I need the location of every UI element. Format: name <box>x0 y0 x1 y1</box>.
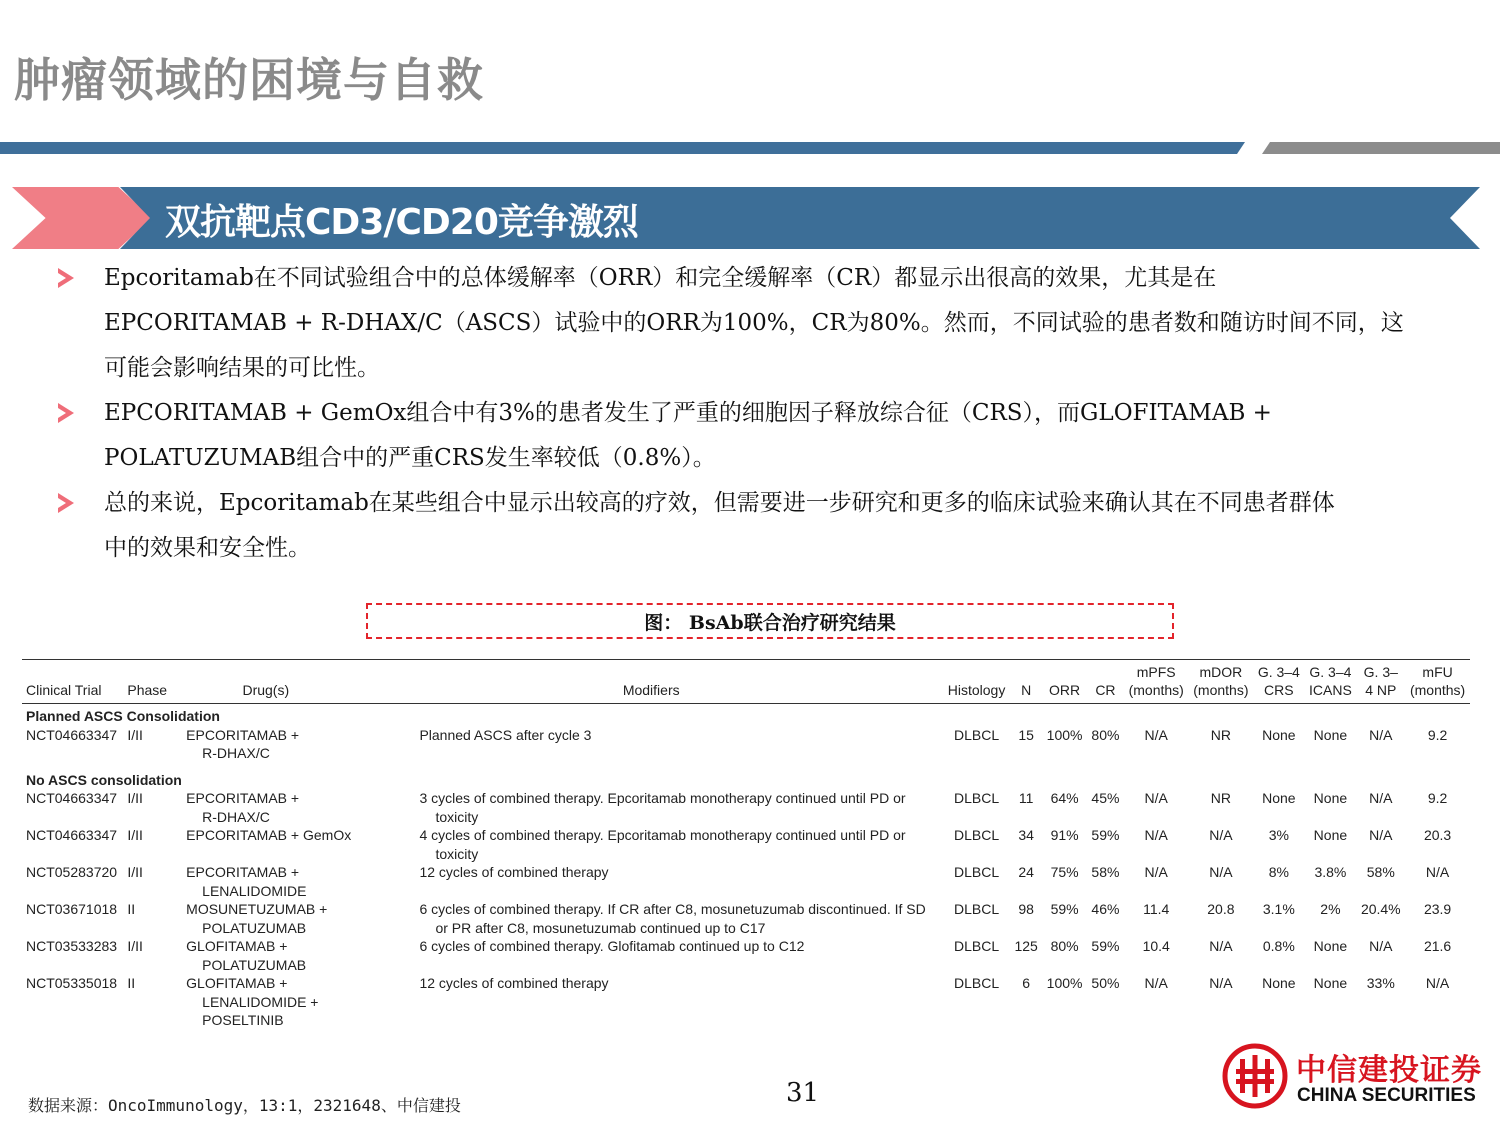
cell-mdor: N/A <box>1209 938 1233 954</box>
bullet-line: POLATUZUMAB组合中的严重CRS发生率较低（0.8%）。 <box>104 445 716 471</box>
cell-line: EPCORITAMAB + <box>186 864 300 880</box>
column-header <box>172 660 359 704</box>
column-header <box>1405 660 1470 704</box>
column-header-line: CR <box>1095 682 1116 698</box>
cell-line: 3 cycles of combined therapy. Epcoritamab monotherapy continued until PD or <box>419 790 906 806</box>
cell-icans: None <box>1313 790 1348 806</box>
cell-orr: 100% <box>1046 726 1083 743</box>
table-row <box>22 826 1470 863</box>
column-header-line: mPFS <box>1136 664 1176 680</box>
cell-crs: None <box>1262 975 1296 991</box>
column-header-line: N <box>1021 682 1032 698</box>
cell-phase: I/II <box>127 726 143 743</box>
logo-chinese-name: 中信建投证券 <box>1296 1053 1482 1088</box>
cell-trial: NCT03671018 <box>26 901 118 917</box>
bullet-line: Epcoritamab在不同试验组合中的总体缓解率（ORR）和完全缓解率（CR）都显示出很高的效果，尤其是在 <box>104 265 1217 291</box>
column-header-line: (months) <box>1193 682 1249 698</box>
cell-line: POLATUZUMAB <box>202 919 307 936</box>
cell-cr: 50% <box>1091 975 1120 991</box>
column-header-line: Histology <box>947 682 1006 698</box>
cell-mpfs: 10.4 <box>1142 938 1170 954</box>
bullet-line: 总的来说，Epcoritamab在某些组合中显示出较高的疗效，但需要进一步研究和更多的临床试验来确认其在不同患者群体 <box>104 490 1335 516</box>
cell-modifiers <box>359 974 943 1030</box>
bullet-line: EPCORITAMAB + GemOx组合中有3%的患者发生了严重的细胞因子释放综合征（CRS），而GLOFITAMAB + <box>104 400 1272 426</box>
column-header <box>1124 660 1189 704</box>
cell-histology: DLBCL <box>953 864 1000 880</box>
cell-n: 15 <box>1018 726 1034 743</box>
cell-phase: II <box>127 901 136 917</box>
cell-line: R-DHAX/C <box>202 745 270 761</box>
bullet-line: EPCORITAMAB + R-DHAX/C（ASCS）试验中的ORR为100%，CR为80%。然而，不同试验的患者数和随访时间不同，这 <box>104 310 1404 336</box>
cell-icans: None <box>1313 827 1348 843</box>
cell-n: 6 <box>1022 975 1031 991</box>
cell-line: toxicity <box>435 845 479 862</box>
cell-drug <box>172 900 359 937</box>
bullet-item <box>58 391 1458 481</box>
cell-np: N/A <box>1369 938 1393 954</box>
column-header-line: G. 3–4 <box>1309 664 1352 680</box>
table-row <box>22 937 1470 974</box>
cell-mpfs: N/A <box>1144 975 1168 991</box>
cell-histology: DLBCL <box>953 901 1000 917</box>
group-label: Planned ASCS Consolidation <box>26 708 220 724</box>
cell-phase: I/II <box>127 938 143 954</box>
column-header-line: Modifiers <box>622 682 680 698</box>
cell-histology: DLBCL <box>953 790 1000 806</box>
cell-crs: 8% <box>1268 864 1289 880</box>
cell-line: 6 cycles of combined therapy. If CR after C8, mosunetuzumab discontinued. If SD <box>419 901 926 917</box>
column-header-line: Phase <box>127 682 168 698</box>
cell-orr: 59% <box>1050 901 1079 917</box>
column-header <box>1356 660 1405 704</box>
cell-mfu: N/A <box>1425 864 1450 880</box>
column-header <box>1042 660 1087 704</box>
cell-trial: NCT04663347 <box>26 790 118 806</box>
cell-phase: I/II <box>127 827 143 843</box>
cell-modifiers <box>359 826 943 863</box>
cell-mfu: 9.2 <box>1427 790 1448 806</box>
column-header <box>1253 660 1304 704</box>
citic-logo-icon <box>1222 1043 1288 1109</box>
cell-histology: DLBCL <box>953 827 1000 843</box>
cell-mfu: 20.3 <box>1423 827 1452 843</box>
cell-crs: None <box>1262 726 1296 743</box>
column-header-line: Drug(s) <box>242 682 290 698</box>
arrow-bullet-icon <box>58 403 74 423</box>
cell-line: EPCORITAMAB + GemOx <box>186 827 352 843</box>
header-rule-blue <box>0 142 1245 154</box>
section-title: 双抗靶点CD3/CD20竞争激烈 <box>165 202 638 243</box>
cell-np: 20.4% <box>1360 901 1401 917</box>
column-header-line: G. 3– <box>1363 664 1398 680</box>
cell-modifiers <box>359 863 943 900</box>
column-header <box>1087 660 1124 704</box>
cell-crs: 0.8% <box>1262 938 1295 954</box>
cell-mpfs: 11.4 <box>1143 901 1170 917</box>
table-row <box>22 789 1470 826</box>
cell-line: R-DHAX/C <box>202 808 270 825</box>
cell-icans: 2% <box>1320 901 1341 917</box>
cell-n: 34 <box>1018 827 1034 843</box>
cell-phase: I/II <box>127 790 143 806</box>
cell-mdor: 20.8 <box>1207 901 1235 917</box>
arrow-bullet-icon <box>58 268 74 288</box>
table-row <box>22 726 1470 763</box>
column-header-line: CRS <box>1264 682 1294 698</box>
page-title: 肿瘤领域的困境与自救 <box>14 53 484 107</box>
column-header-line: mDOR <box>1199 664 1243 680</box>
cell-cr: 59% <box>1091 938 1120 954</box>
cell-np: N/A <box>1369 827 1393 843</box>
cell-modifiers <box>359 726 943 763</box>
cell-line: LENALIDOMIDE <box>202 882 307 899</box>
cell-histology: DLBCL <box>953 726 1000 743</box>
company-logo <box>1222 1043 1492 1113</box>
cell-trial: NCT04663347 <box>26 726 118 743</box>
cell-line: MOSUNETUZUMAB + <box>186 901 328 917</box>
cell-cr: 80% <box>1091 726 1120 743</box>
cell-cr: 59% <box>1091 827 1120 843</box>
cell-n: 24 <box>1018 864 1034 880</box>
column-header-line: Clinical Trial <box>26 682 102 698</box>
column-header <box>123 660 172 704</box>
group-label: No ASCS consolidation <box>26 771 182 788</box>
cell-phase: II <box>127 975 136 991</box>
column-header <box>1010 660 1042 704</box>
cell-icans: None <box>1313 726 1348 743</box>
cell-modifiers <box>359 937 943 974</box>
bullet-item <box>58 481 1458 571</box>
column-header <box>359 660 943 704</box>
cell-line: EPCORITAMAB + <box>186 726 300 743</box>
column-header-line: mFU <box>1422 664 1453 680</box>
cell-orr: 75% <box>1050 864 1079 880</box>
cell-line: 12 cycles of combined therapy <box>419 864 609 880</box>
cell-orr: 64% <box>1050 790 1079 806</box>
bullet-line: 中的效果和安全性。 <box>104 535 311 561</box>
cell-mdor: NR <box>1210 790 1231 806</box>
cell-mpfs: N/A <box>1144 864 1168 880</box>
table-row <box>22 900 1470 937</box>
table-group-row <box>22 763 1470 790</box>
cell-line: 6 cycles of combined therapy. Glofitamab continued up to C12 <box>419 938 805 954</box>
cell-icans: None <box>1313 975 1348 991</box>
column-header <box>1304 660 1356 704</box>
cell-line: EPCORITAMAB + <box>186 790 300 806</box>
cell-mdor: N/A <box>1209 827 1233 843</box>
cell-crs: 3% <box>1268 827 1289 843</box>
cell-icans: 3.8% <box>1314 864 1347 880</box>
cell-mdor: N/A <box>1209 864 1233 880</box>
column-header <box>1189 660 1254 704</box>
cell-line: GLOFITAMAB + <box>186 975 288 991</box>
bullet-item <box>58 256 1458 391</box>
cell-cr: 58% <box>1091 864 1120 880</box>
cell-cr: 45% <box>1091 790 1120 806</box>
cell-drug <box>172 974 359 1030</box>
cell-n: 11 <box>1018 790 1034 806</box>
column-header-line: ICANS <box>1309 682 1352 698</box>
arrow-bullet-icon <box>58 493 74 513</box>
cell-trial: NCT04663347 <box>26 827 118 843</box>
cell-modifiers <box>359 900 943 937</box>
cell-line: or PR after C8, mosunetuzumab continued up to C17 <box>435 919 766 936</box>
cell-line: toxicity <box>435 808 479 825</box>
cell-icans: None <box>1313 938 1348 954</box>
cell-np: N/A <box>1369 726 1393 743</box>
figure-caption-box <box>366 603 1174 639</box>
cell-trial: NCT03533283 <box>26 938 118 954</box>
table-header-row <box>22 660 1470 704</box>
cell-np: N/A <box>1369 790 1393 806</box>
cell-n: 98 <box>1018 901 1034 917</box>
cell-crs: 3.1% <box>1262 901 1295 917</box>
table-row <box>22 863 1470 900</box>
cell-n: 125 <box>1014 938 1038 954</box>
cell-modifiers <box>359 789 943 826</box>
cell-mfu: 9.2 <box>1427 726 1448 743</box>
column-header-line: G. 3–4 <box>1257 664 1300 680</box>
column-header-line: ORR <box>1049 682 1081 698</box>
source-note: 数据来源：OncoImmunology，13:1，2321648、中信建投 <box>28 1096 461 1115</box>
cell-mpfs: N/A <box>1144 827 1168 843</box>
cell-mfu: 23.9 <box>1423 901 1452 917</box>
bullet-list <box>58 256 1458 571</box>
column-header-line: 4 NP <box>1365 682 1397 698</box>
cell-trial: NCT05335018 <box>26 975 118 991</box>
cell-drug <box>172 826 359 863</box>
cell-mpfs: N/A <box>1144 790 1168 806</box>
cell-drug <box>172 937 359 974</box>
cell-line: LENALIDOMIDE + <box>202 993 319 1010</box>
column-header <box>943 660 1010 704</box>
results-table <box>22 659 1470 1030</box>
cell-orr: 80% <box>1050 938 1079 954</box>
logo-english-name: CHINA SECURITIES <box>1297 1085 1476 1106</box>
bullet-line: 可能会影响结果的可比性。 <box>104 355 380 381</box>
table-row <box>22 974 1470 1030</box>
cell-line: GLOFITAMAB + <box>186 938 288 954</box>
cell-np: 33% <box>1366 975 1395 991</box>
cell-line: 12 cycles of combined therapy <box>419 975 609 991</box>
cell-line: POLATUZUMAB <box>202 956 307 973</box>
cell-drug <box>172 789 359 826</box>
header-rule-grey <box>1262 142 1500 154</box>
table-group-row <box>22 704 1470 726</box>
page-number: 31 <box>786 1078 820 1108</box>
cell-np: 58% <box>1366 864 1395 880</box>
cell-phase: I/II <box>127 864 143 880</box>
cell-cr: 46% <box>1091 901 1120 917</box>
cell-trial: NCT05283720 <box>26 864 118 880</box>
cell-drug <box>172 863 359 900</box>
column-header-line: (months) <box>1128 682 1184 698</box>
column-header <box>22 660 123 704</box>
cell-mfu: 21.6 <box>1423 938 1452 954</box>
cell-histology: DLBCL <box>953 938 1000 954</box>
cell-mdor: NR <box>1210 726 1231 743</box>
cell-mpfs: N/A <box>1144 726 1168 743</box>
cell-drug <box>172 726 359 763</box>
cell-line: Planned ASCS after cycle 3 <box>419 726 592 743</box>
cell-line: 4 cycles of combined therapy. Epcoritamab monotherapy continued until PD or <box>419 827 906 843</box>
cell-mdor: N/A <box>1209 975 1233 991</box>
cell-mfu: N/A <box>1425 975 1450 991</box>
cell-orr: 100% <box>1046 975 1083 991</box>
column-header-line: (months) <box>1409 682 1466 698</box>
cell-histology: DLBCL <box>953 975 1000 991</box>
cell-crs: None <box>1262 790 1296 806</box>
cell-line: POSELTINIB <box>202 1012 284 1028</box>
figure-caption: 图： BsAb联合治疗研究结果 <box>644 611 896 634</box>
cell-orr: 91% <box>1050 827 1079 843</box>
